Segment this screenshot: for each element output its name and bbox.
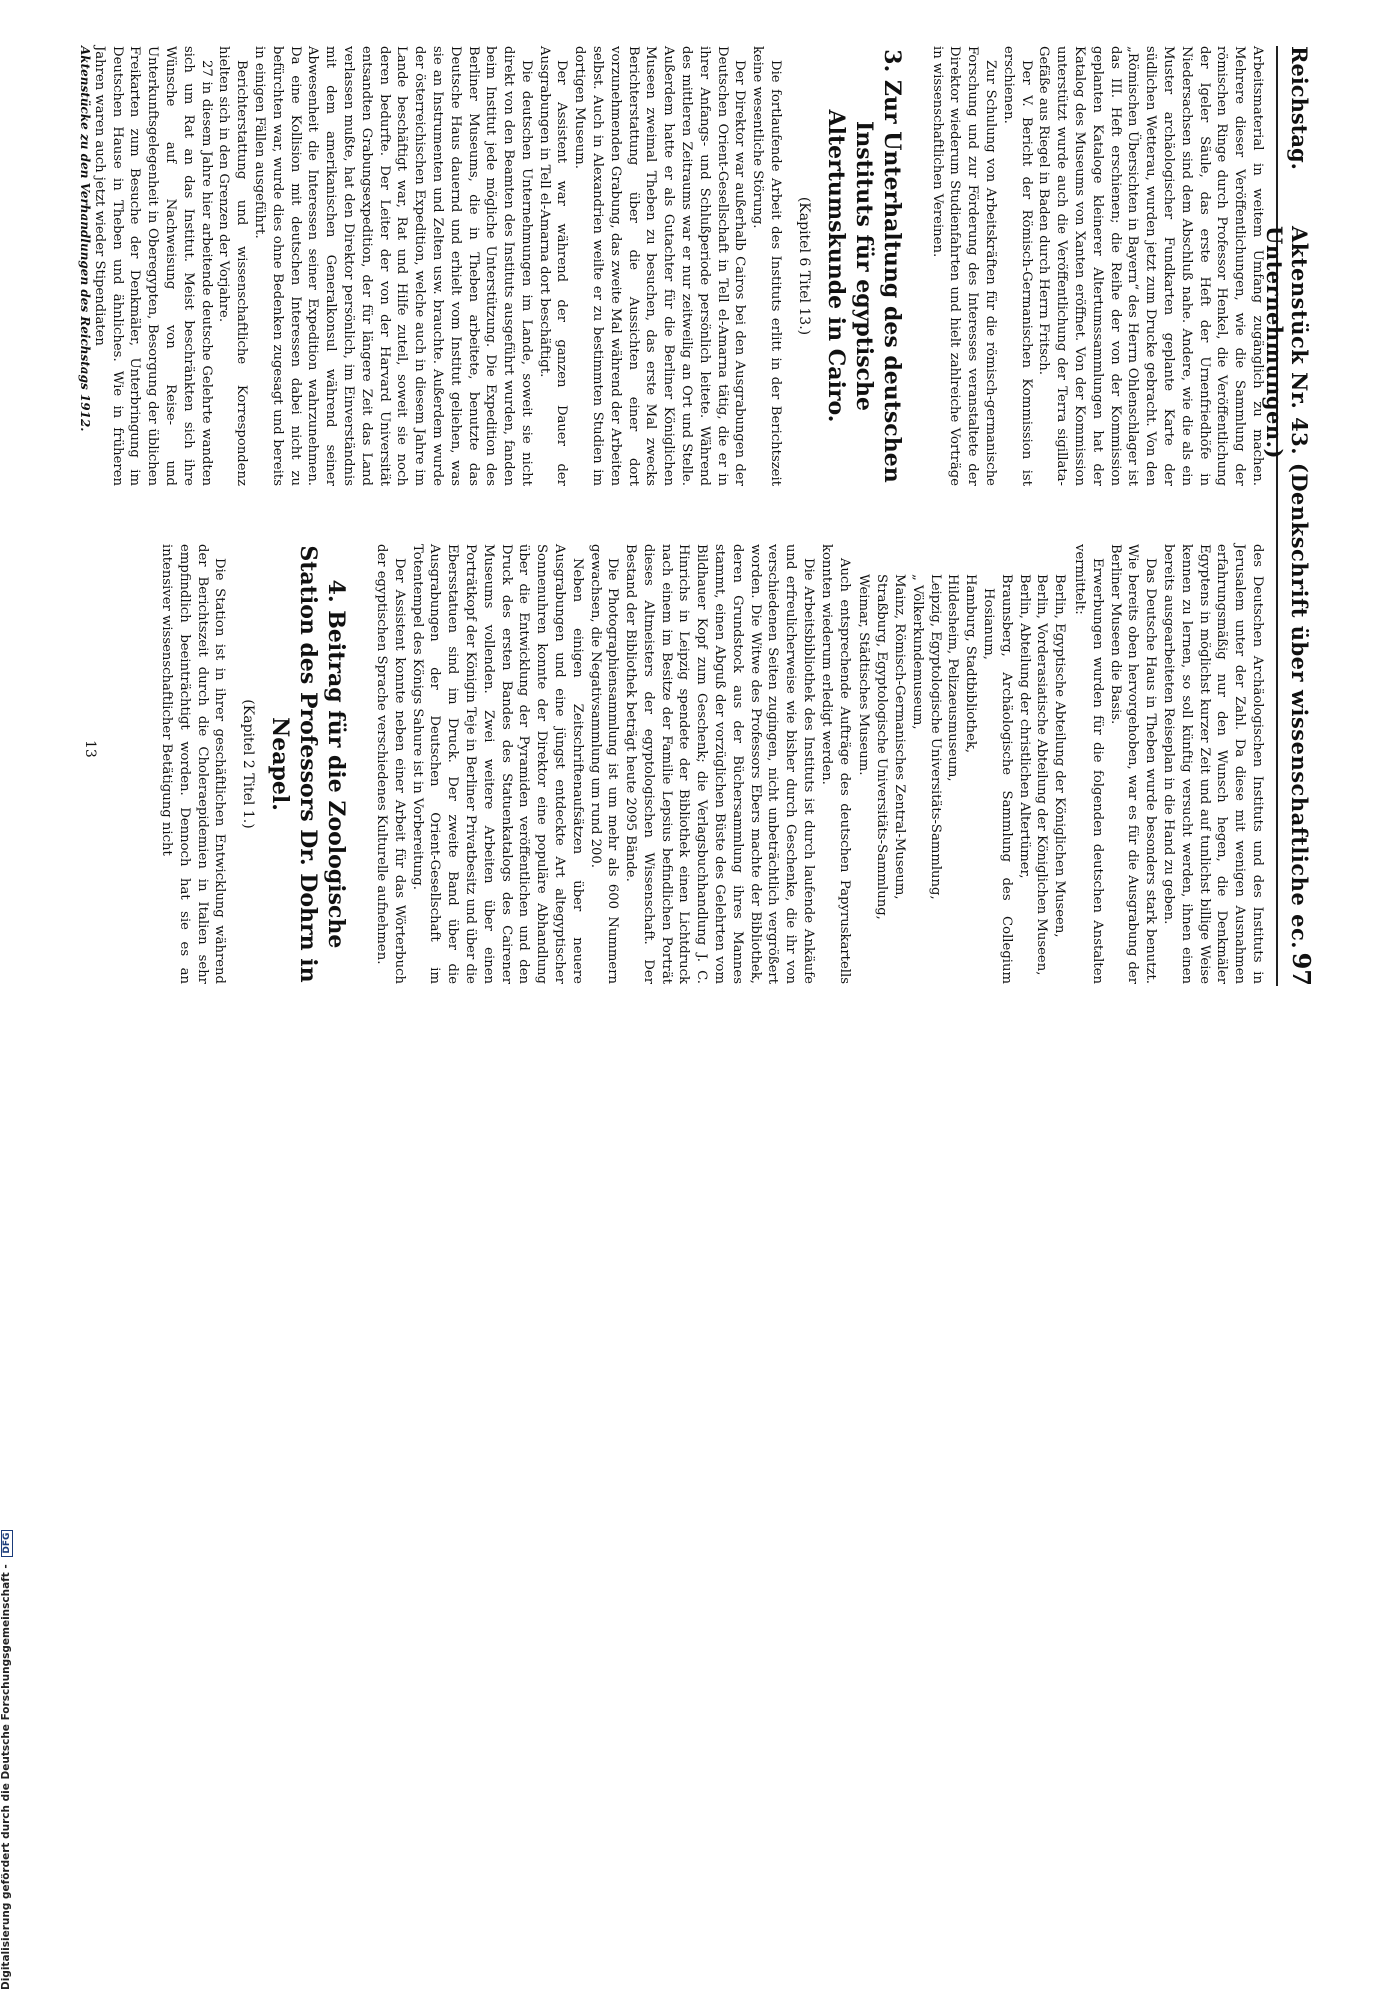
acquisitions-list [855,574,1069,984]
paragraph: Auch entsprechende Aufträge des deutschen Papyruskartells konnten wiederum erledigt werden. [818,544,852,984]
header-title: Aktenstück Nr. 43. (Denkschrift über wissenschaftliche ec. Unternehmungen.) [1262,226,1312,950]
list-item: Mainz, Römisch-Germanisches Zentral-Museum, [892,574,908,900]
paragraph: Der V. Bericht der Römisch-Germanischen Kommission ist erschienen. [1000,46,1034,486]
header-left: Reichstag. [1287,46,1312,170]
header-page-number: 97 [1287,952,1316,986]
paragraph: Zur Schulung von Arbeitskräften für die römisch-germanische Forschung und zur Förderung des Interesses veranstaltete der Direktor wiederum Studienfahrten und hielt zahlreiche Vorträge in wissenschaftlichen Vereinen. [929,46,999,486]
list-item: Berlin, Vorderasiatische Abteilung der Königlichen Museen, [1034,574,1050,976]
paragraph: Das Deutsche Haus in Theben wurde besonders stark benutzt. Wie bereits oben hervorgehoben, war es für die Ausgrabung der Berliner Museen die Basis. [1107,544,1159,984]
list-item: „ Völkerkundemuseum, [909,574,925,730]
paragraph: Der Assistent war während der ganzen Dauer der Ausgrabungen in Tell el-Amarna dort beschäftigt. [536,46,570,486]
paragraph: Die Photographiensammlung ist um mehr als 600 Nummern gewachsen, die Negativsammlung um rund 200. [587,544,621,984]
paragraph: Der Assistent konnte neben einer Arbeit für das Wörterbuch der egyptischen Sprache verschiedenes Kulturelle aufnehmen. [373,544,407,984]
page-footer: Aktenstücke zu den Verhandlungen des Reichstags 1912. [78,46,92,432]
dfg-logo: DFG [1,1530,13,1557]
paragraph: Erwerbungen wurden für die folgenden deutschen Anstalten vermittelt: [1072,544,1105,984]
paragraph: Die fortlaufende Arbeit des Instituts erlitt in der Berichtszeit keine wesentliche Störung. [750,46,784,486]
list-item: Braunsberg, Archäologische Sammlung des Collegium Hosianum, [981,574,1014,984]
paragraph: Arbeitsmaterial in weitem Umfang zugänglich zu machen. Mehrere dieser Veröffentlichungen, wie die Sammlung der römischen Ringe durch Professor Henkel, die Veröffentlichung der Igeler Säule, das erste Heft der Urnenfriedhöfe in Niedersachsen sind dem Abschluß nahe. Andere, wie die als ein Muster archäologischer Fundkarten geplante Karte der südlichen Wetterau, wurden jetzt zum Drucke gebracht. Von den „Römischen Übersichten in Bayern“ des Herrn Ohlenschlager ist das III. Heft erschienen; die Reihe der von der Kommission geplanten Kataloge kleinerer Altertumssammlungen hat der Katalog des Museums von Xanten eröffnet. Von der Kommission unterstützt wurde auch die Veröffentlichung der Terra sigillata-Gefäße aus Riegel in Baden durch Herrn Fritsch. [1036,46,1265,486]
paragraph: Die deutschen Unternehmungen im Lande, soweit sie nicht direkt von den Beamten des Instituts ausgeführt wurden, fanden beim Institut jede mögliche Unterstützung. Die Expedition des Berliner Museums, die in Theben arbeitete, benutzte das Deutsche Haus dauernd und erhielt vom Institut geliehen, was sie an Instrumenten und Zelten usw. brauchte. Außerdem wurde der österreichischen Expedition, welche auch in diesem Jahre im Lande beschäftigt war, Rat und Hilfe zuteil, soweit sie noch deren bedurfte. Der Leiter der von der Harvard Universität entsandten Grabungsexpedition, der für längere Zeit das Land verlassen mußte, hat den Direktor persönlich, im Einverständnis mit dem amerikanischen Generalkonsul während seiner Abwesenheit die Interessen seiner Expedition wahrzunehmen. Da eine Kollision mit deutschen Interessen dabei nicht zu befürchten war, wurde dies ohne Bedenken zugesagt und bereits in einigen Fällen ausgeführt. [251,46,534,486]
paragraph: Neben einigen Zeitschriftenaufsätzen über neuere Ausgrabungen und eine jüngst entdeckte Art altegyptischer Sonnenuhren konnte der Direktor eine populäre Abhandlung über die Entwicklung der Pyramiden veröffentlichen und den Druck des ersten Bandes des Statuenkatalogs des Cairener Museums vollenden. Zwei weitere Arbeiten über einen Porträtkopf der Königin Teje in Berliner Privatbesitz und über die Ebersstatuen sind im Druck. Der zweite Band über die Ausgrabungen der Deutschen Orient-Gesellschaft im Totentempel des Königs Sahure ist in Vorbereitung. [409,544,585,984]
list-item: Weimar, Städtisches Museum. [856,574,872,776]
list-item: Berlin, Abteilung der christlichen Altertümer, [1016,574,1032,879]
paragraph: 27 in diesem Jahre hier arbeitende deutsche Gelehrte wandten sich um Rat an das Institut. Meist beschränkten sich ihre Wünsche auf Nachweisung von Reise- und Unterkunftsgelegenheit in Oberegypten, Besorgung der üblichen Freikarten zum Besuche der Denkmäler, Unterbringung im Deutschen Hause in Theben und ähnliches. Wie in früheren Jahren waren auch jetzt wieder Stipendiaten [91,46,214,486]
bottom-page-number: 13 [82,740,98,758]
section-3-title: 3. Zur Unterhaltung des deutschen Instituts für egyptische Altertumskunde in Cairo. [822,49,905,483]
right-column [157,544,1266,984]
section-4-title: 4. Beitrag für die Zoologische Station des Professors Dr. Dohrn in Neapel. [267,545,350,983]
list-item: Berlin, Egyptische Abteilung der Königlichen Museen, [1052,574,1068,938]
list-item: Hamburg, Stadtbibliothek, [963,574,979,754]
list-item: Hildesheim, Pelizaeusmuseum, [945,574,961,782]
paragraph: Die Station ist in ihrer geschäftlichen Entwicklung während der Berichtszeit durch die Choleraepidemien in Italien sehr empfindlich beeinträchtigt worden. Dennoch hat sie es an intensiver wissenschaftlicher Betätigung nicht [158,544,228,984]
rotated-page [0,0,1330,1000]
page-header [1262,46,1318,986]
paragraph: Die Arbeitsbibliothek des Instituts ist durch laufende Ankäufe und erfreulicherweise wie bisher durch Geschenke, die ihr von verschiedenen Seiten zugingen, nicht unbeträchtlich vergrößert worden. Die Witwe des Professors Ebers machte der Bibliothek, deren Grundstock aus der Büchersammlung ihres Mannes stammt, einen Abguß der vorzüglichen Büste des Gelehrten vom Bildhauer Kopf zum Geschenk; die Verlagsbuchhandlung J. C. Hinrichs in Leipzig spendete der Bibliothek einen Lichtdruck nach einem im Besitze der Familie Lepsius befindlichen Porträt dieses Altmeisters der egyptologischen Wissenschaft. Der Bestand der Bibliothek beträgt heute 2095 Bände. [623,544,817,984]
paragraph: Der Direktor war außerhalb Cairos bei den Ausgrabungen der Deutschen Orient-Gesellschaft in Tell el-Amarna tätig, die er in ihrer Anfangs- und Schlußperiode persönlich leitete. Während des mittleren Zeitraums war er nur zeitweilig an Ort und Stelle. Außerdem hatte er als Gutachter für die Berliner Königlichen Museen zweimal Theben zu besuchen, das erste Mal zwecks Berichterstattung über die Aussichten einer dort vorzunehmenden Grabung, das zweite Mal während der Arbeiten selbst. Auch in Alexandrien weilte er zu bestimmten Studien im dortigen Museum. [572,46,748,486]
list-item: Straßburg, Egyptologische Universitäts-Sammlung, [874,574,890,920]
paragraph: des Deutschen Archäologischen Instituts und des Instituts in Jerusalem unter der Zahl. Da diese mit wenigen Ausnahmen erfahrungsmäßig nur den Wunsch hegen, die Denkmäler Egyptens in möglichst kurzer Zeit und auf tunlichst billige Weise kennen zu lernen, so soll künftig versucht werden, ihnen einen bereits ausgearbeiteten Reiseplan in die Hand zu geben. [1161,544,1265,984]
credit-text: Digitalisierung gefördert durch die Deutsche Forschungsgemeinschaft - [0,1564,12,1990]
left-column [90,46,1266,486]
paragraph: Berichterstattung und wissenschaftliche Korrespondenz hielten sich in den Grenzen der Vorjahre. [216,46,250,486]
section-3-subtitle: (Kapitel 6 Titel 13.) [795,196,812,336]
list-item: Leipzig, Egyptologische Universitäts-Sammlung, [927,574,943,900]
section-4-subtitle: (Kapitel 2 Titel 1.) [240,699,257,829]
digitization-credit [0,990,14,1990]
